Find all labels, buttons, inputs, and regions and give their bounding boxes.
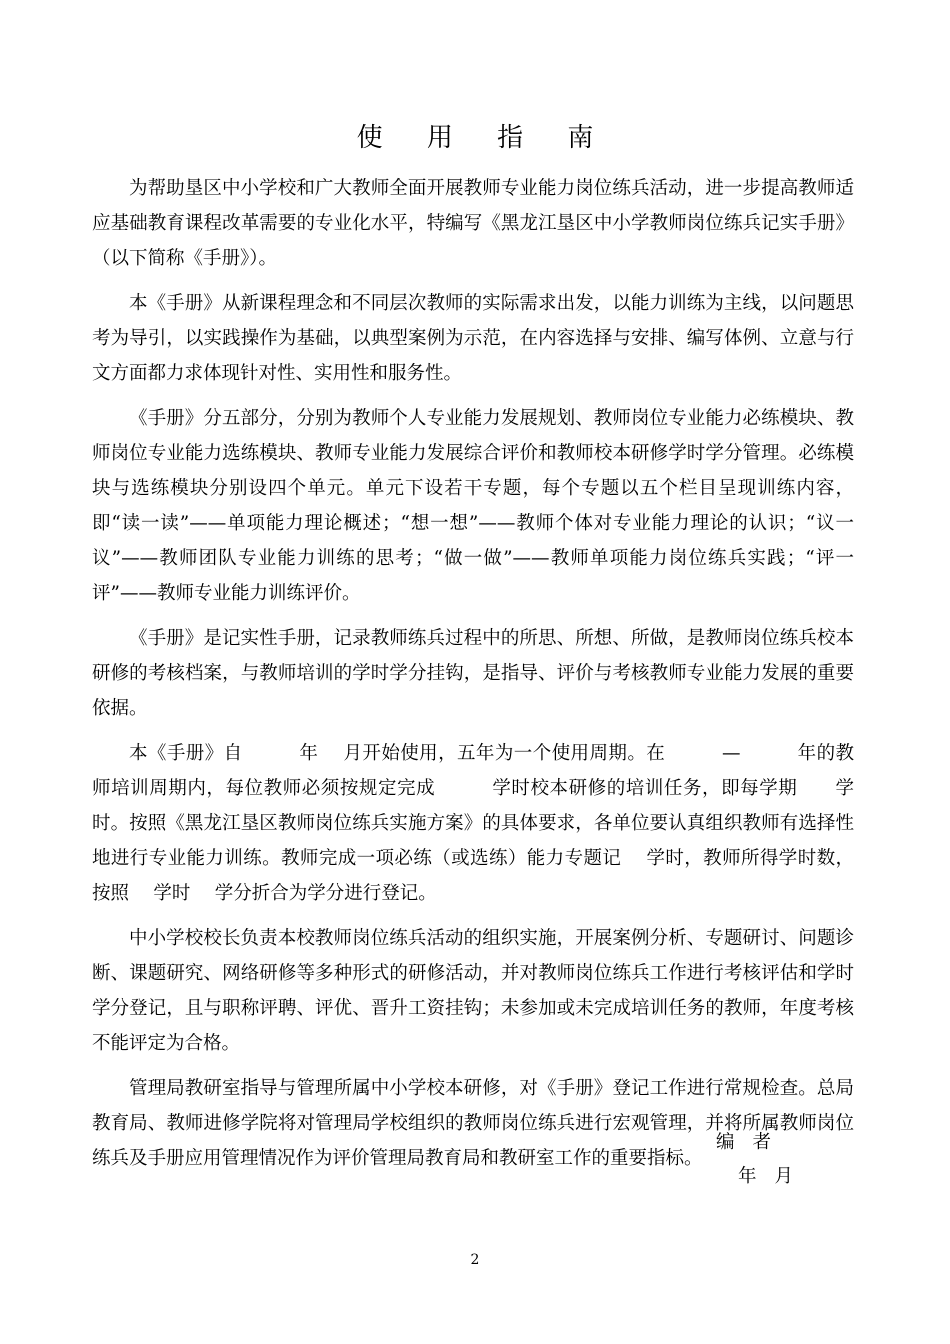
page-number: 2	[470, 1252, 480, 1268]
paragraph-management: 管理局教研室指导与管理所属中小学校本研修，对《手册》登记工作进行常规检查。总局教育局、教师进修学院将对管理局学校组织的教师岗位练兵进行宏观管理，并将所属教师岗位练兵及手册应用管理情况作为评价管理局教育局和教研室工作的重要指标。	[92, 1078, 854, 1169]
signature-date: 年月	[738, 1166, 812, 1187]
paragraph-concept: 本《手册》从新课程理念和不同层次教师的实际需求出发，以能力训练为主线，以问题思考为导引，以实践操作为基础，以典型案例为示范，在内容选择与安排、编写体例、立意与行文方面都力求体现针对性、实用性和服务性。	[92, 293, 854, 384]
signature-block	[716, 1126, 811, 1194]
paragraph-structure: 《手册》分五部分，分别为教师个人专业能力发展规划、教师岗位专业能力必练模块、教师岗位专业能力选练模块、教师专业能力发展综合评价和教师校本研修学时学分管理。必练模块与选练模块分别设四个单元。单元下设若干专题，每个专题以五个栏目呈现训练内容，即“读一读”——单项能力理论概述；“想一想”——教师个体对专业能力理论的认识；“议一议”——教师团队专业能力训练的思考；“做一做”——教师单项能力岗位练兵实践；“评一评”——教师专业能力训练评价。	[92, 408, 854, 604]
signature-author: 编者	[716, 1132, 790, 1153]
paragraph-usage-period: 本《手册》自 年 月开始使用，五年为一个使用周期。在 — 年的教师培训周期内，每位教师必须按规定完成 学时校本研修的培训任务，即每学期 学时。按照《黑龙江垦区教师岗位练兵实施方案》的具体要求，各单位要认真组织教师有选择性地进行专业能力训练。教师完成一项必练（或选练）能力专题记 学时，教师所得学时数，按照 学时 学分折合为学分进行登记。	[92, 743, 854, 904]
body-text	[92, 171, 854, 1186]
paragraph-record: 《手册》是记实性手册，记录教师练兵过程中的所思、所想、所做，是教师岗位练兵校本研修的考核档案，与教师培训的学时学分挂钩，是指导、评价与考核教师专业能力发展的重要依据。	[92, 628, 854, 719]
paragraph-principal-duty: 中小学校校长负责本校教师岗位练兵活动的组织实施，开展案例分析、专题研讨、问题诊断、课题研究、网络研修等多种形式的研修活动，并对教师岗位练兵工作进行考核评估和学时学分登记，且与职称评聘、评优、晋升工资挂钩；未参加或未完成培训任务的教师，年度考核不能评定为合格。	[92, 928, 854, 1054]
paragraph-intro: 为帮助垦区中小学校和广大教师全面开展教师专业能力岗位练兵活动，进一步提高教师适应基础教育课程改革需要的专业化水平，特编写《黑龙江垦区中小学教师岗位练兵记实手册》（以下简称《手册》）。	[92, 178, 854, 269]
page-title: 使 用 指 南	[356, 123, 612, 153]
